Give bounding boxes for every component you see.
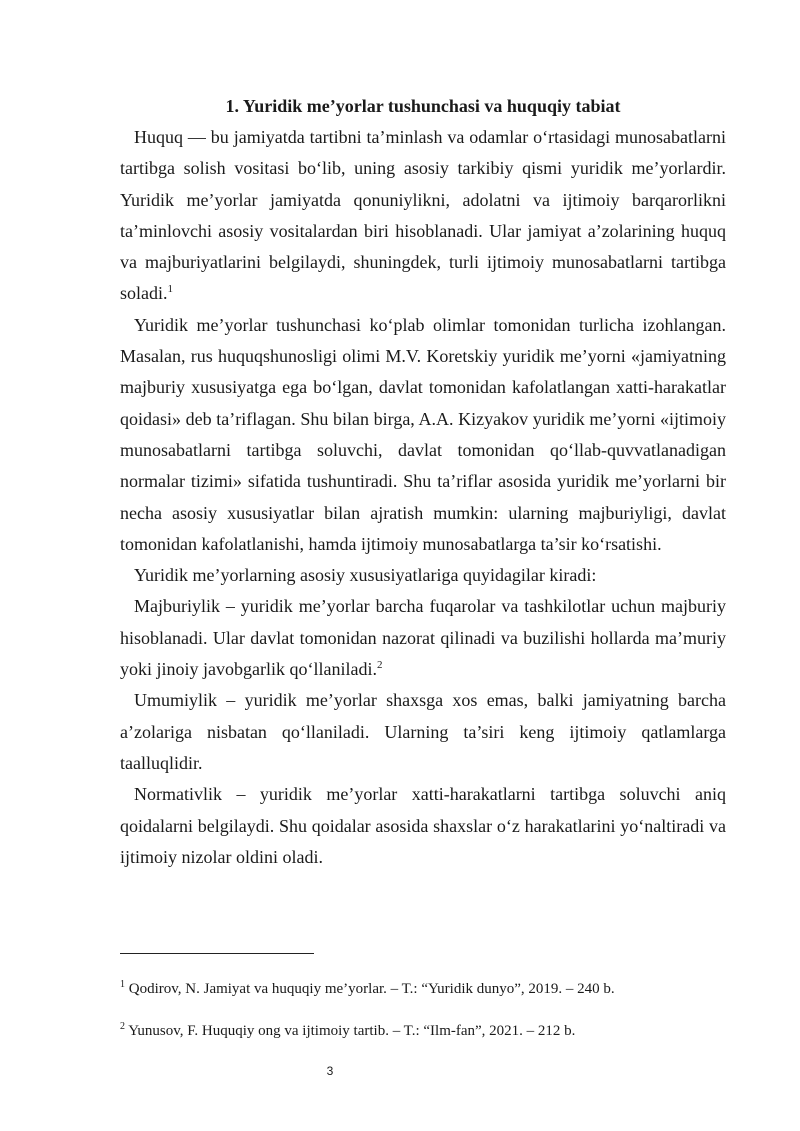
footnote-separator: [120, 953, 314, 954]
paragraph: [120, 685, 726, 779]
paragraph-text: Normativlik – yuridik me’yorlar xatti-harakatlarni tartibga soluvchi aniq qoidalarni belgilaydi. Shu qoidalar asosida shaxslar o‘z harakatlarini yo‘naltiradi va ijtimoiy nizolar oldini oladi.: [120, 784, 726, 867]
footnote-text: Yunusov, F. Huquqiy ong va ijtimoiy tartib. – T.: “Ilm-fan”, 2021. – 212 b.: [128, 1023, 576, 1039]
body-text: [120, 122, 726, 873]
paragraph: [120, 122, 726, 310]
footnote-ref[interactable]: 2: [376, 659, 383, 672]
footnote: [120, 1021, 726, 1041]
paragraph-text: Yuridik me’yorlar tushunchasi ko‘plab olimlar tomonidan turlicha izohlangan. Masalan, rus huquqshunosligi olimi M.V. Koretskiy yuridik me’yorni «jamiyatning majburiy xususiyatga ega bo‘lgan, davlat tomonidan kafolatlangan xatti-harakatlar qoidasi» deb ta’riflagan. Shu bilan birga, A.A. Kizyakov yuridik me’yorni «ijtimoiy munosabatlarni tartibga soluvchi, davlat tomonidan qo‘llab-quvvatlanadigan normalar tizimi» sifatida tushuntiradi. Shu ta’riflar asosida yuridik me’yorlarni bir necha asosiy xususiyatlar bilan ajratish mumkin: ularning majburiyligi, davlat tomonidan kafolatlanishi, hamda ijtimoiy munosabatlarga ta’sir ko‘rsatishi.: [120, 314, 726, 554]
paragraph: [120, 310, 726, 560]
paragraph-text: Umumiylik – yuridik me’yorlar shaxsga xos emas, balki jamiyatning barcha a’zolariga nisbatan qo‘llaniladi. Ularning ta’siri keng ijtimoiy qatlamlarga taalluqlidir.: [120, 690, 726, 773]
paragraph-text: Majburiylik – yuridik me’yorlar barcha fuqarolar va tashkilotlar uchun majburiy hisoblanadi. Ular davlat tomonidan nazorat qilinadi va buzilishi hollarda ma’muriy yoki jinoiy javobgarlik qo‘llaniladi.: [120, 596, 726, 680]
page-number: 3: [326, 1064, 334, 1078]
footnote-mark: 1: [120, 979, 125, 990]
paragraph: [120, 591, 726, 685]
paragraph: [120, 779, 726, 873]
paragraph-text: Yuridik me’yorlarning asosiy xususiyatlariga quyidagilar kiradi:: [134, 565, 597, 586]
footnote-text: Qodirov, N. Jamiyat va huquqiy me’yorlar. – T.: “Yuridik dunyo”, 2019. – 240 b.: [128, 981, 615, 997]
footnote: [120, 979, 726, 999]
paragraph: [120, 560, 726, 591]
section-heading: 1. Yuridik me’yorlar tushunchasi va huquqiy tabiat: [225, 96, 621, 116]
footnote-ref[interactable]: 1: [167, 283, 173, 296]
footnote-mark: 2: [120, 1021, 125, 1032]
paragraph-text: Huquq — bu jamiyatda tartibni ta’minlash va odamlar o‘rtasidagi munosabatlarni tartibga solish vositasi bo‘lib, uning asosiy tarkibiy qismi yuridik me’yorlardir. Yuridik me’yorlar jamiyatda qonuniylikni, adolatni va ijtimoiy barqarorlikni ta’minlovchi asosiy vositalardan biri hisoblanadi. Ular jamiyat a’zolarining huquq va majburiyatlarini belgilaydi, shuningdek, turli ijtimoiy munosabatlarni tartibga soladi.: [120, 127, 726, 304]
